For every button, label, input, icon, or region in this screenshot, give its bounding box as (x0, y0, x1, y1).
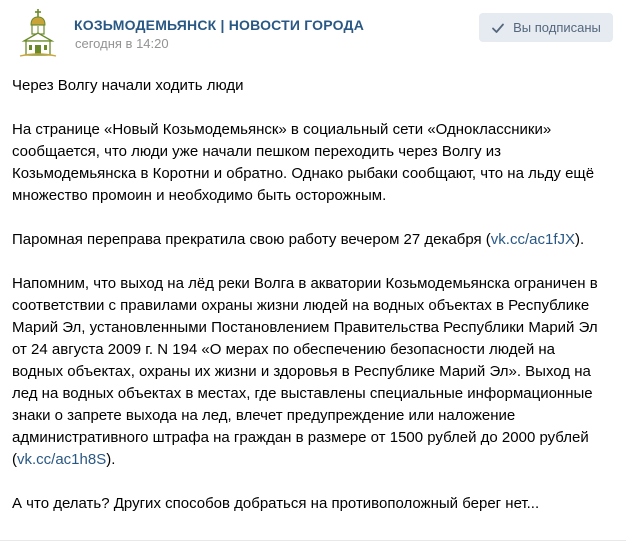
text-segment: Паромная переправа прекратила свою работу вечером 27 декабря ( (12, 231, 491, 248)
text-line: множество промоин и необходимо быть осторожным. (12, 187, 387, 204)
text-line: Через Волгу начали ходить люди (12, 77, 244, 94)
subscribed-button[interactable] (479, 13, 613, 42)
post-paragraph-title (12, 75, 616, 97)
church-logo-icon (16, 8, 60, 58)
text-line: административного штрафа на граждан в размере от 1500 рублей до 2000 рублей (12, 429, 589, 446)
regulation-source-link[interactable]: vk.cc/ac1h8S (17, 451, 107, 468)
text-line (12, 229, 616, 251)
text-line: знаки о запрете выхода на лед, влечет предупреждение или наложение (12, 407, 516, 424)
subscribed-label: Вы подписаны (513, 20, 601, 35)
text-segment: ( (12, 451, 17, 468)
post-header (0, 0, 626, 64)
text-line: лед на водных объектах в местах, где выставлены специальные информационные (12, 385, 593, 402)
community-avatar[interactable] (16, 8, 60, 58)
post-text (12, 75, 616, 537)
post-timestamp[interactable]: сегодня в 14:20 (75, 36, 169, 51)
text-line: Напомним, что выход на лёд реки Волга в акватории Козьмодемьянска ограничен в (12, 275, 598, 292)
text-line: А что делать? Других способов добраться на противоположный берег нет... (12, 495, 540, 512)
text-line: водных объектах, охраны их жизни и здоровья в Республике Марий Эл». Выход на (12, 363, 591, 380)
community-name-link[interactable]: КОЗЬМОДЕМЬЯНСК | НОВОСТИ ГОРОДА (74, 17, 365, 33)
ferry-source-link[interactable]: vk.cc/ac1fJX (490, 231, 575, 248)
post-paragraph (12, 119, 616, 207)
text-line (12, 449, 616, 471)
checkmark-icon (491, 21, 505, 35)
text-line: На странице «Новый Козьмодемьянск» в социальный сети «Одноклассники» (12, 121, 552, 138)
text-line: Козьмодемьянска в Коротни и обратно. Однако рыбаки сообщают, что на льду ещё (12, 165, 595, 182)
post-divider (0, 540, 626, 541)
text-line: Марий Эл, установленными Постановлением Правительства Республики Марий Эл (12, 319, 598, 336)
text-segment: ). (575, 231, 585, 248)
text-line: сообщается, что люди уже начали пешком переходить через Волгу из (12, 143, 502, 160)
post-paragraph (12, 493, 616, 515)
post-paragraph (12, 273, 616, 471)
text-line: соответствии с правилами охраны жизни людей на водных объектах в Республике (12, 297, 590, 314)
text-segment: ). (106, 451, 116, 468)
text-line: от 24 августа 2009 г. N 194 «О мерах по обеспечению безопасности людей на (12, 341, 555, 358)
post-paragraph (12, 229, 616, 251)
